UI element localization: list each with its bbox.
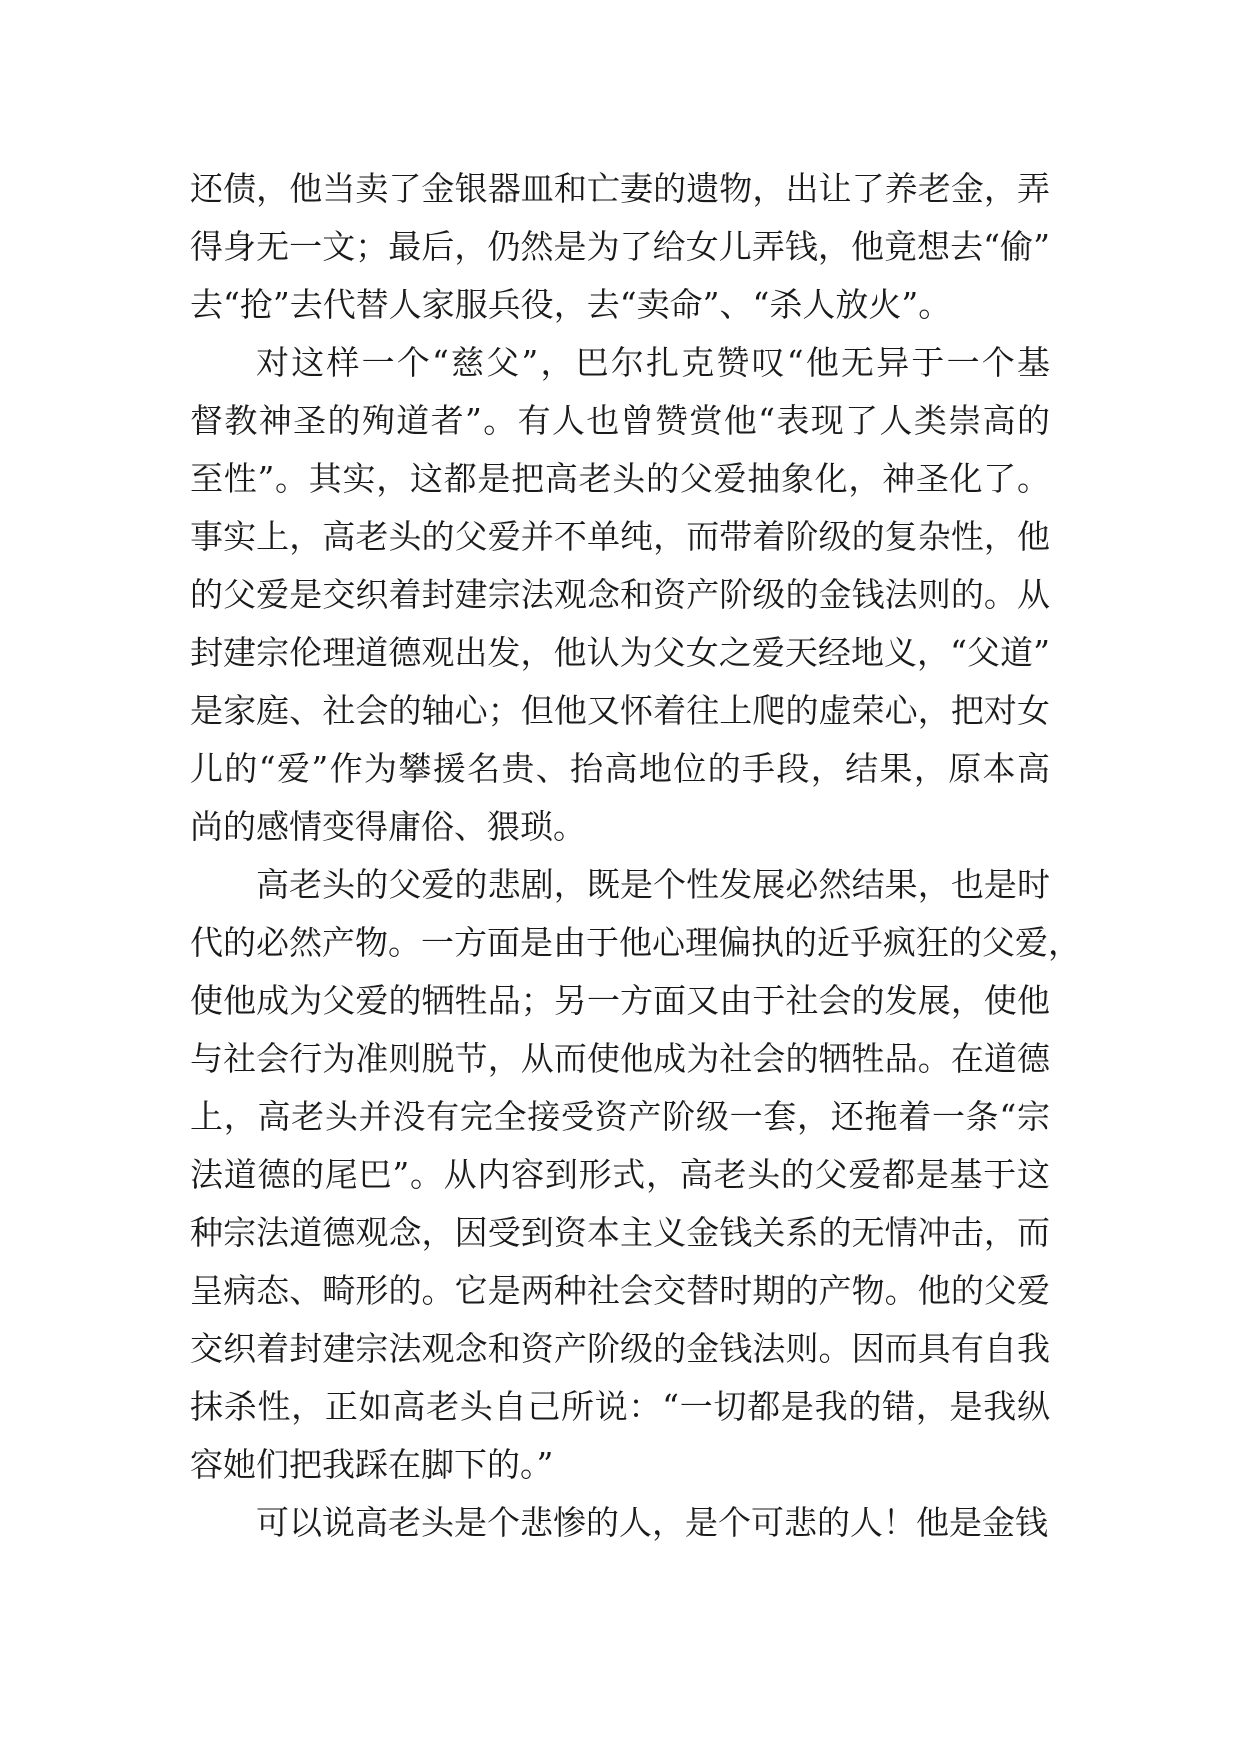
- text-line: 至性”。其实，这都是把高老头的父爱抽象化，神圣化了。: [190, 459, 1050, 498]
- text-line: 代的必然产物。一方面是由于他心理偏执的近乎疯狂的父爱，: [190, 923, 1081, 962]
- paragraph-start-line: 高老头的父爱的悲剧，既是个性发展必然结果，也是时: [256, 865, 1050, 904]
- text-line: 尚的感情变得庸俗、猥琐。: [190, 807, 586, 846]
- body-text: [190, 160, 1081, 1552]
- text-line: 是家庭、社会的轴心；但他又怀着往上爬的虚荣心，把对女: [190, 691, 1050, 730]
- text-line: 容她们把我踩在脚下的。”: [190, 1445, 554, 1484]
- text-line: 去“抢”去代替人家服兵役，去“卖命”、“杀人放火”。: [190, 285, 952, 324]
- text-line: 封建宗伦理道德观出发，他认为父女之爱天经地义，“父道”: [190, 633, 1050, 672]
- text-line: 事实上，高老头的父爱并不单纯，而带着阶级的复杂性，他: [190, 517, 1050, 556]
- paragraph-start-line: 对这样一个“慈父”，巴尔扎克赞叹“他无异于一个基: [256, 343, 1050, 382]
- text-line: 上，高老头并没有完全接受资产阶级一套，还拖着一条“宗: [190, 1097, 1050, 1136]
- text-line: 使他成为父爱的牺牲品；另一方面又由于社会的发展，使他: [190, 981, 1050, 1020]
- text-line: 种宗法道德观念，因受到资本主义金钱关系的无情冲击，而: [190, 1213, 1050, 1252]
- paragraph-start-line: 可以说高老头是个悲惨的人，是个可悲的人！他是金钱: [256, 1503, 1048, 1542]
- text-line: 呈病态、畸形的。它是两种社会交替时期的产物。他的父爱: [190, 1271, 1050, 1310]
- text-line: 督教神圣的殉道者”。有人也曾赞赏他“表现了人类崇高的: [190, 401, 1050, 440]
- text-line: 还债，他当卖了金银器皿和亡妻的遗物，出让了养老金，弄: [190, 169, 1050, 208]
- text-line: 的父爱是交织着封建宗法观念和资产阶级的金钱法则的。从: [190, 575, 1050, 614]
- text-line: 抹杀性，正如高老头自己所说：“一切都是我的错，是我纵: [190, 1387, 1050, 1426]
- text-line: 得身无一文；最后，仍然是为了给女儿弄钱，他竟想去“偷”: [190, 227, 1050, 266]
- text-line: 交织着封建宗法观念和资产阶级的金钱法则。因而具有自我: [190, 1329, 1050, 1368]
- text-line: 法道德的尾巴”。从内容到形式，高老头的父爱都是基于这: [190, 1155, 1050, 1194]
- text-line: 与社会行为准则脱节，从而使他成为社会的牺牲品。在道德: [190, 1039, 1050, 1078]
- text-line: 儿的“爱”作为攀援名贵、抬高地位的手段，结果，原本高: [190, 749, 1050, 788]
